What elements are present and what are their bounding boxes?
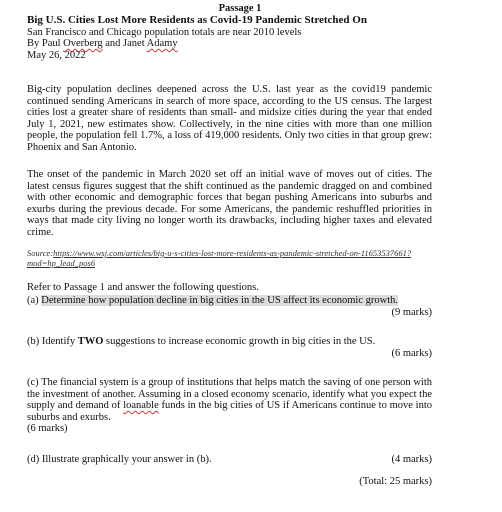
article-byline <box>27 38 467 50</box>
question-b <box>27 336 432 359</box>
total-marks: (Total: 25 marks) <box>359 476 432 487</box>
question-c-text-part2: funds in the big cities of US if Americans continue to move into suburbs and exurbs. <box>27 400 432 423</box>
byline-author1-last: Overberg <box>63 38 103 49</box>
article-subtitle: San Francisco and Chicago population totals are near 2010 levels <box>27 26 302 38</box>
question-c-number: (c) <box>27 377 39 388</box>
question-b-text-before: Identify <box>41 336 78 347</box>
question-b-text-bold: TWO <box>77 336 104 347</box>
question-c-marks: (6 marks) <box>27 423 68 434</box>
question-b-text-after: suggestions to increase economic growth in big cities in the US. <box>103 336 376 347</box>
question-d <box>27 454 432 466</box>
instruction-text: Refer to Passage 1 and answer the following questions. <box>27 282 259 293</box>
article-header <box>27 15 467 61</box>
article-date: May 26, 2022 <box>27 49 86 61</box>
byline-author2-last: Adamy <box>146 38 178 49</box>
question-c-text-part1: The financial system is a group of institutions that helps match the saving of one person with the investment of another. Assuming in a closed economy scenario, identify what you expect the supply and demand of <box>27 377 432 411</box>
question-d-text: Illustrate graphically your answer in (b). <box>41 454 212 465</box>
source-link[interactable]: https://www.wsj.com/articles/big-u-s-cities-lost-more-residents-as-pandemic-stretched-on-11653537661?mod=hp_lead_pos6 <box>27 248 412 268</box>
question-a-text: Determine how population decline in big cities in the US affect its economic growth. <box>41 295 398 306</box>
question-b-number: (b) <box>27 336 40 347</box>
paragraph-2: The onset of the pandemic in March 2020 set off an initial wave of moves out of cities. The latest census figures suggest that the shift continued as the pandemic dragged on and combined with other economic and demographic forces that began pushing Americans into suburbs and exurbs during the previous decade. For some Americans, the pandemic reshuffled priorities in ways that made city living no longer worth its drawbacks, including higher taxes and elevated crime. <box>27 169 432 238</box>
question-a <box>27 295 432 318</box>
article-title: Big U.S. Cities Lost More Residents as Covid-19 Pandemic Stretched On <box>27 14 367 26</box>
source-label: Source: <box>27 248 54 258</box>
question-b-marks: (6 marks) <box>391 347 432 359</box>
question-a-number: (a) <box>27 295 39 306</box>
byline-prefix: By Paul <box>27 38 64 49</box>
question-a-marks: (9 marks) <box>391 306 432 318</box>
paragraph-1: Big-city population declines deepened across the U.S. last year as the covid19 pandemic continued sending Americans in search of more space, according to the US census. The largest cities lost a greater share of residents than small- and midsize cities during the year that ended July 1, 2021, new estimates show. Collectively, in the nine cities with more than one million people, the population fell 1.7%, a loss of 419,000 residents. Only two cities in that group grew: Phoenix and San Antonio. <box>27 84 432 153</box>
question-c <box>27 377 432 435</box>
source-citation <box>27 248 432 268</box>
passage-label: Passage 1 <box>218 3 262 14</box>
question-d-marks: (4 marks) <box>391 454 432 465</box>
question-d-number: (d) <box>27 454 40 465</box>
question-c-text-squiggle: loanable <box>123 400 159 411</box>
question-c-text <box>27 377 432 423</box>
byline-middle: and Janet <box>102 38 147 49</box>
